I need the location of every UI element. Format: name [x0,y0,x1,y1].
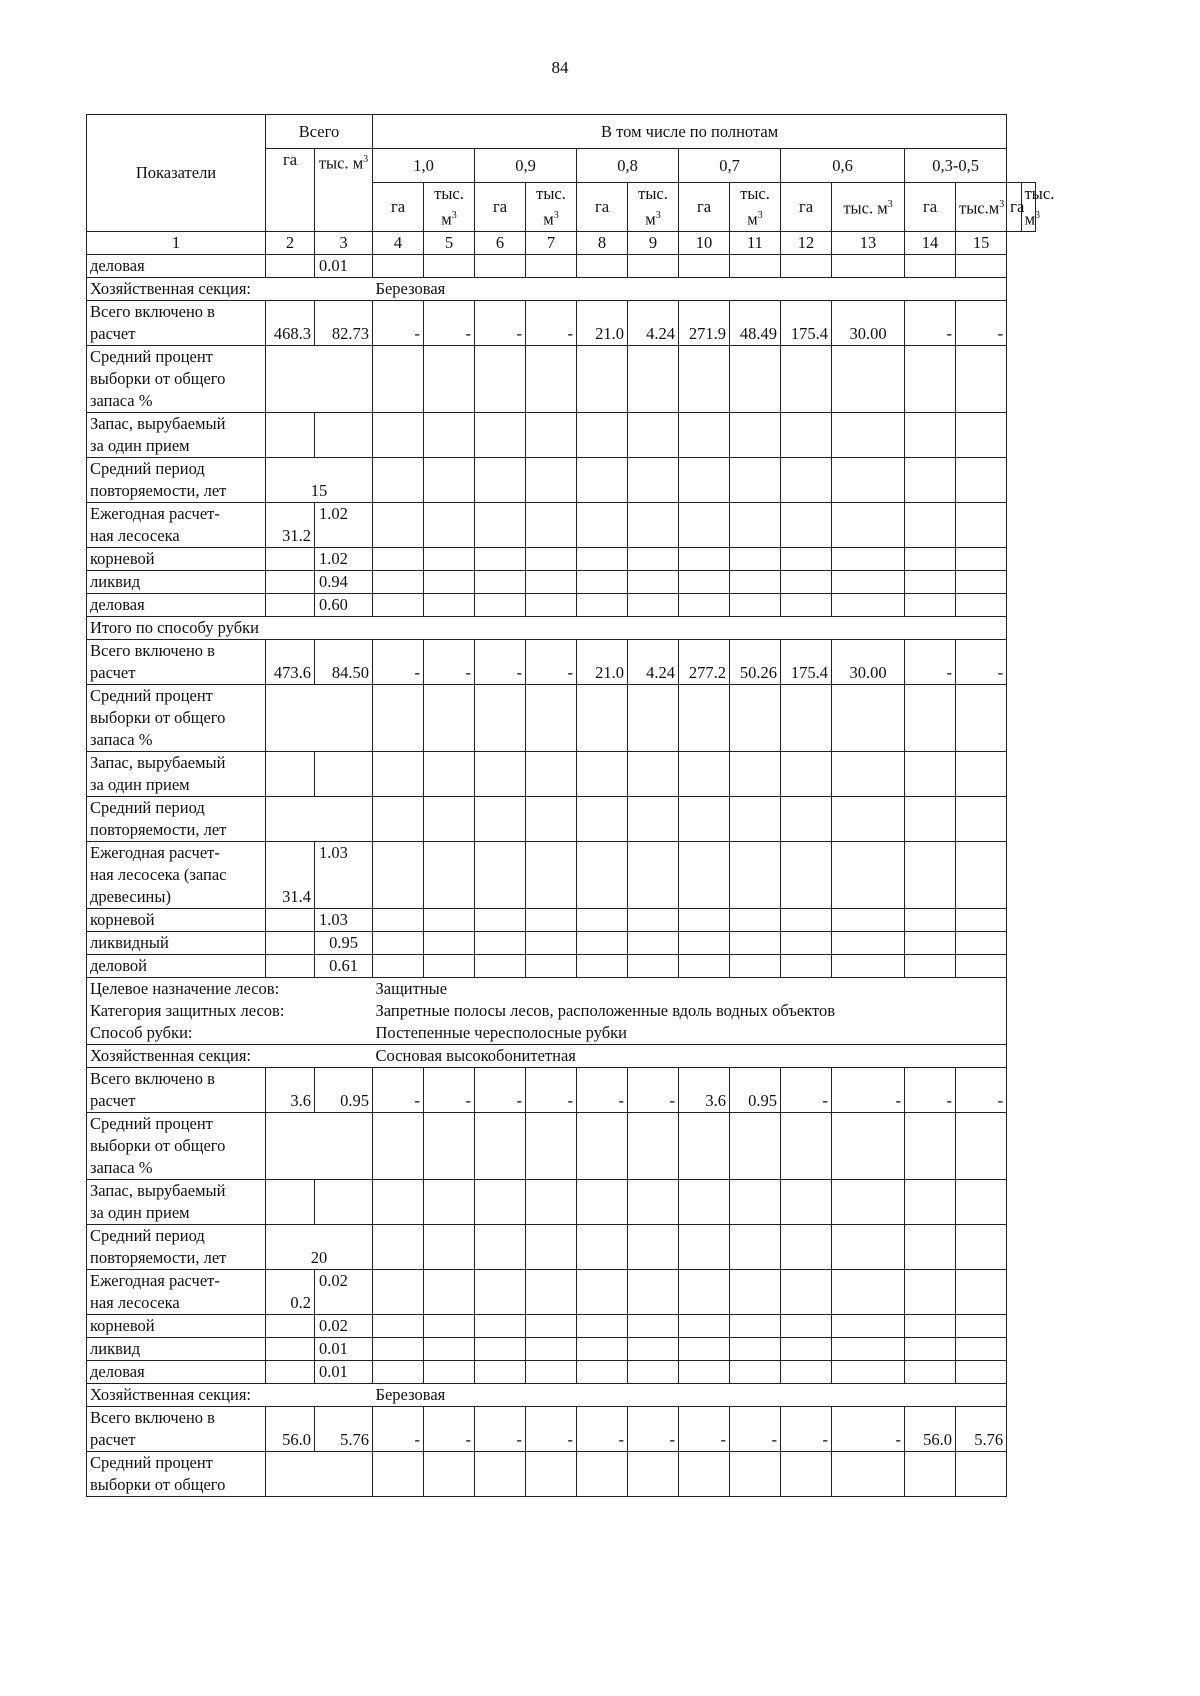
cell-dash: - [577,1067,628,1112]
sub-ha: га [679,183,730,232]
table-row [87,931,1036,954]
category-label: Категория защитных лесов: [87,1000,373,1022]
row-label: Ежегодная расчет- ная лесосека [87,502,266,547]
table-row [87,1337,1036,1360]
table-row [87,1451,1036,1496]
row-label: Средний процент выборки от общего запаса % [87,684,266,751]
cell-dash: - [424,639,475,684]
density-0-8: 0,8 [577,149,679,183]
col-number: 9 [628,231,679,254]
density-0-3-0-5: 0,3-0,5 [905,149,1007,183]
cell-value: 175.4 [781,300,832,345]
table-row [87,1406,1036,1451]
col-number: 12 [781,231,832,254]
method-value: Постепенные чересполосные рубки [373,1022,1007,1045]
cell-value: 4.24 [628,639,679,684]
row-label: корневой [87,1314,266,1337]
col-number: 7 [526,231,577,254]
table-row [87,1179,1036,1224]
cell-dash: - [679,1406,730,1451]
table-row [87,1314,1036,1337]
header-by-density: В том числе по полнотам [373,115,1007,149]
cell-dash: - [526,300,577,345]
cell-value: 30.00 [832,639,905,684]
sub-m3: тыс. $м^3$ [730,183,781,232]
cell-dash: - [905,1067,956,1112]
table-row [87,593,1036,616]
col-number: 10 [679,231,730,254]
cell-value: 0.01 [315,1360,373,1383]
cell-value: 0.60 [315,593,373,616]
row-label: Средний процент выборки от общего [87,1451,266,1496]
cell-value: 82.73 [315,300,373,345]
cell-dash: - [373,300,424,345]
cell-value: 175.4 [781,639,832,684]
total-by-method-row [87,616,1036,639]
cell-dash: - [956,300,1007,345]
cell-value: 0.95 [315,931,373,954]
cell-dash: - [628,1067,679,1112]
cell-dash: - [730,1406,781,1451]
row-label: Запас, вырубаемый за один прием [87,412,266,457]
cell-value: 1.02 [315,547,373,570]
table-row [87,412,1036,457]
table-body [87,254,1036,1496]
row-label: Запас, вырубаемый за один прием [87,751,266,796]
cell-value: 30.00 [832,300,905,345]
row-label: деловая [87,254,266,277]
sub-m3: тыс. $м^3$ [832,183,905,232]
cell-dash: - [373,1067,424,1112]
category-value: Запретные полосы лесов, расположенные вдоль водных объектов [373,1000,1007,1022]
sub-ha: га [577,183,628,232]
cell-dash: - [781,1406,832,1451]
header-total: Всего [266,115,373,149]
section-value: Березовая [373,1383,1007,1406]
col-number: 4 [373,231,424,254]
section-row [87,1383,1036,1406]
cell-value: 0.01 [315,254,373,277]
table-row [87,1112,1036,1179]
cell-value: 473.6 [266,639,315,684]
table-row [87,1360,1036,1383]
cell-value: 0.61 [315,954,373,977]
table-row [87,1067,1036,1112]
cell-value: 0.95 [315,1067,373,1112]
row-label: деловой [87,954,266,977]
section-row [87,1044,1036,1067]
row-label: Всего включено в расчет [87,639,266,684]
cell-dash: - [475,1067,526,1112]
cell-value: 1.02 [315,502,373,547]
header-indicators: Показатели [87,115,266,232]
purpose-value: Защитные [373,977,1007,1000]
row-label: Средний процент выборки от общего запаса % [87,1112,266,1179]
row-label: Ежегодная расчет- ная лесосека [87,1269,266,1314]
table-row [87,796,1036,841]
cell-dash: - [832,1406,905,1451]
cell-dash: - [424,1067,475,1112]
cell-value: 56.0 [905,1406,956,1451]
sub-m3: тыс. $м^3$ [526,183,577,232]
col-number: 14 [905,231,956,254]
table-row [87,570,1036,593]
section-label: Хозяйственная секция: [87,1383,373,1406]
cell-dash: - [424,1406,475,1451]
sub-ha: га [781,183,832,232]
method-label: Способ рубки: [87,1022,373,1045]
cell-value: 0.94 [315,570,373,593]
row-label: Всего включено в расчет [87,1406,266,1451]
method-row [87,1022,1036,1045]
row-label: Средний период повторяемости, лет [87,457,266,502]
row-label: корневой [87,908,266,931]
cell-dash: - [577,1406,628,1451]
column-numbers-row [87,231,1036,254]
table-row [87,908,1036,931]
cell-value: 277.2 [679,639,730,684]
cell-dash: - [475,300,526,345]
sub-m3: $тыс.м^3$ [956,183,1007,232]
cell-dash: - [956,639,1007,684]
row-label: ликвид [87,570,266,593]
table-row [87,684,1036,751]
table-row [87,345,1036,412]
cell-dash: - [956,1067,1007,1112]
density-0-6: 0,6 [781,149,905,183]
table-header [87,115,1055,255]
row-label: Средний период повторяемости, лет [87,796,266,841]
cell-dash: - [373,639,424,684]
col-number: 15 [956,231,1007,254]
table-row [87,254,1036,277]
table-row [87,954,1036,977]
cell-value: 56.0 [266,1406,315,1451]
header-ha: га [266,149,315,232]
purpose-row [87,977,1036,1000]
section-row [87,277,1036,300]
row-label: Запас, вырубаемый за один прием [87,1179,266,1224]
col-number: 5 [424,231,475,254]
col-number: 8 [577,231,628,254]
table-row [87,502,1036,547]
density-0-7: 0,7 [679,149,781,183]
cell-value: 0.01 [315,1337,373,1360]
col-number: 13 [832,231,905,254]
cell-value: 20 [266,1224,373,1269]
cell-value: 31.2 [266,502,315,547]
sub-ha: га [373,183,424,232]
cell-dash: - [832,1067,905,1112]
table-row [87,751,1036,796]
density-0-9: 0,9 [475,149,577,183]
total-by-method-label: Итого по способу рубки [87,616,1007,639]
row-label: корневой [87,547,266,570]
section-value: Сосновая высокобонитетная [373,1044,1007,1067]
sub-ha: га [475,183,526,232]
forest-cut-table [86,114,1055,1497]
row-label: Средний период повторяемости, лет [87,1224,266,1269]
cell-value: 3.6 [679,1067,730,1112]
cell-dash: - [475,639,526,684]
header-thous-m3: тыс. $м^3$ [315,149,373,232]
cell-value: 21.0 [577,300,628,345]
section-label: Хозяйственная секция: [87,1044,373,1067]
table-row [87,639,1036,684]
cell-value: 1.03 [315,841,373,908]
cell-dash: - [526,639,577,684]
cell-value: 271.9 [679,300,730,345]
row-label: деловая [87,1360,266,1383]
sub-m3: тыс. $м^3$ [1021,183,1035,232]
table-row [87,457,1036,502]
purpose-label: Целевое назначение лесов: [87,977,373,1000]
table-row [87,1224,1036,1269]
row-label: ликвидный [87,931,266,954]
cell-value: 1.03 [315,908,373,931]
cell-value: 0.2 [266,1269,315,1314]
cell-value: 48.49 [730,300,781,345]
row-label: Средний процент выборки от общего запаса % [87,345,266,412]
cell-dash: - [526,1067,577,1112]
cell-value: 5.76 [956,1406,1007,1451]
cell-value: 5.76 [315,1406,373,1451]
row-label: Ежегодная расчет- ная лесосека (запас древесины) [87,841,266,908]
sub-m3: тыс. $м^3$ [424,183,475,232]
col-number: 1 [87,231,266,254]
cell-value: 3.6 [266,1067,315,1112]
cell-dash: - [475,1406,526,1451]
row-label: деловая [87,593,266,616]
cell-dash: - [373,1406,424,1451]
sub-m3: тыс. $м^3$ [628,183,679,232]
section-label: Хозяйственная секция: [87,277,373,300]
cell-dash: - [424,300,475,345]
table-row [87,300,1036,345]
cell-value: 0.02 [315,1269,373,1314]
table-row [87,547,1036,570]
cell-value: 50.26 [730,639,781,684]
cell-value: 0.95 [730,1067,781,1112]
cell-dash: - [781,1067,832,1112]
page-number: 84 [551,58,569,77]
cell-value: 468.3 [266,300,315,345]
section-value: Березовая [373,277,1007,300]
cell-value: 4.24 [628,300,679,345]
density-1-0: 1,0 [373,149,475,183]
col-number: 6 [475,231,526,254]
cell-dash: - [905,300,956,345]
cell-dash: - [628,1406,679,1451]
cell-value: 31.4 [266,841,315,908]
row-label: Всего включено в расчет [87,1067,266,1112]
sub-ha: га [905,183,956,232]
col-number: 11 [730,231,781,254]
sub-ha: га [1007,183,1021,232]
cell-value: 0.02 [315,1314,373,1337]
row-label: ликвид [87,1337,266,1360]
category-row [87,1000,1036,1022]
table-row [87,1269,1036,1314]
col-number: 2 [266,231,315,254]
col-number: 3 [315,231,373,254]
cell-dash: - [905,639,956,684]
cell-value: 21.0 [577,639,628,684]
cell-value: 15 [266,457,373,502]
cell-value: 84.50 [315,639,373,684]
row-label: Всего включено в расчет [87,300,266,345]
table-row [87,841,1036,908]
cell-dash: - [526,1406,577,1451]
